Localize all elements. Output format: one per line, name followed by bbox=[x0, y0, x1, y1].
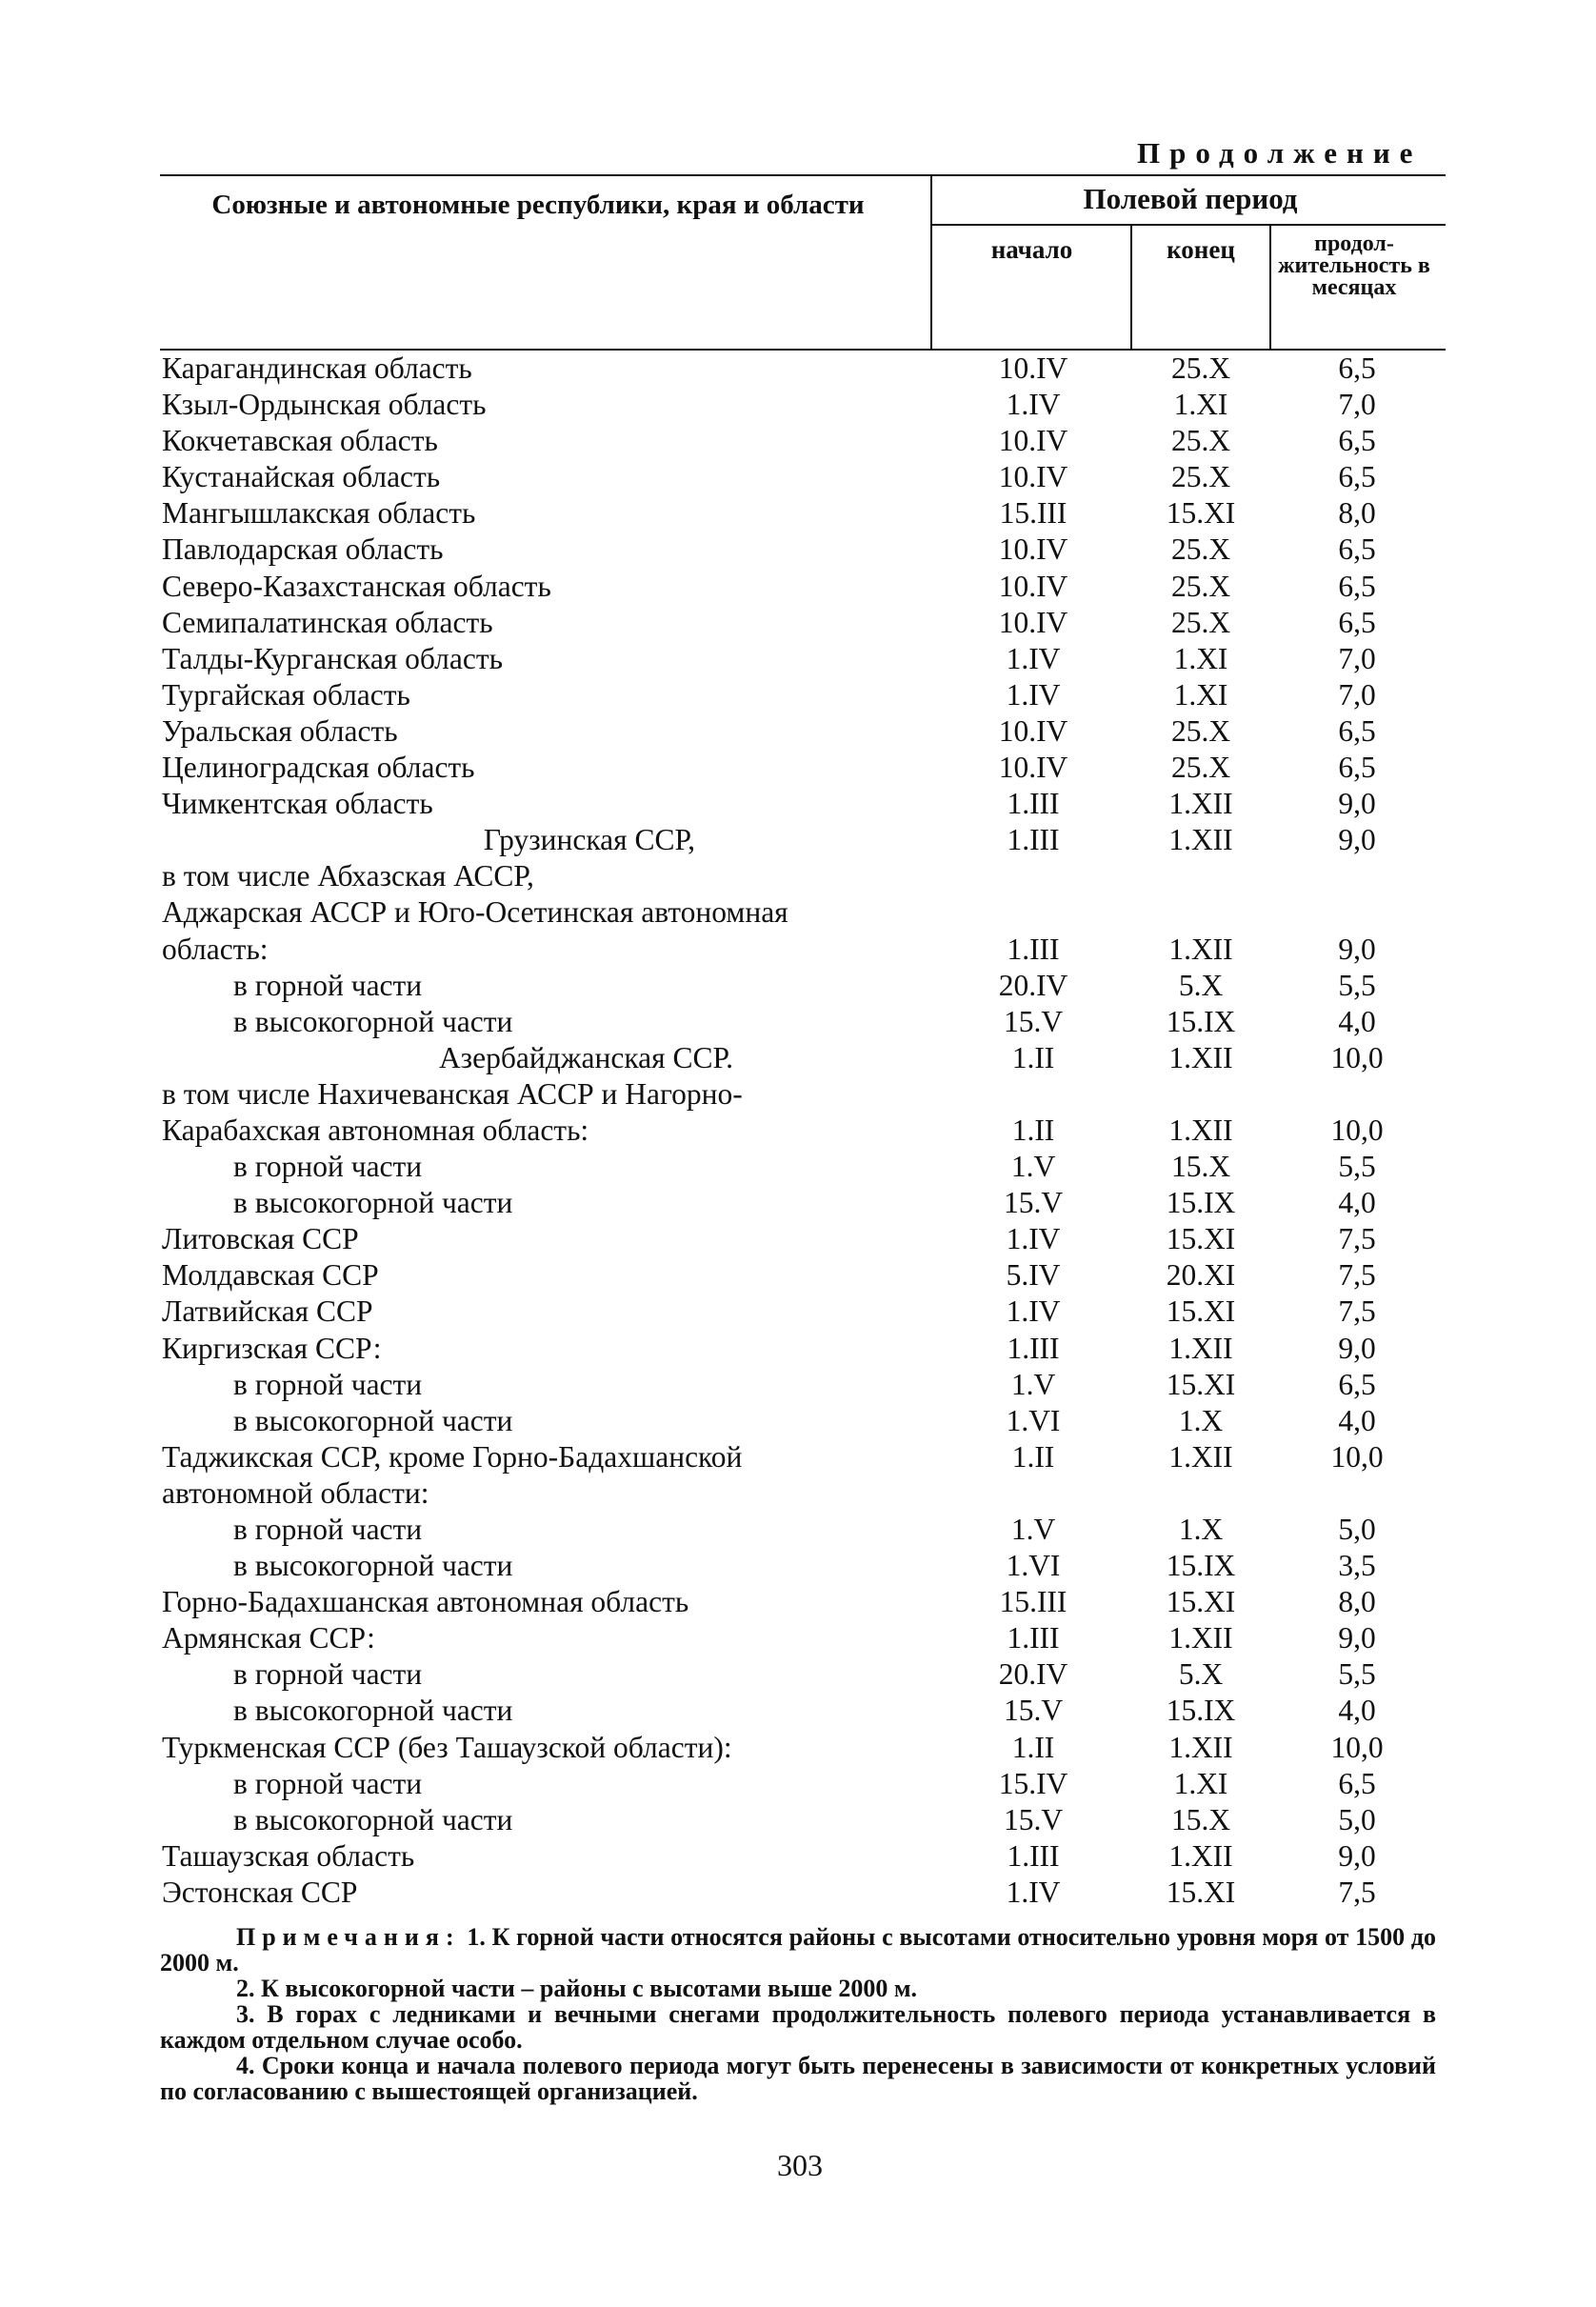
duration-months: 6,5 bbox=[1338, 351, 1376, 385]
region-label: Армянская ССР: bbox=[162, 1621, 375, 1655]
start-date: 1.IV bbox=[1006, 1875, 1061, 1909]
region-label: Азербайджанская ССР. bbox=[438, 1040, 733, 1074]
region-label: в высокогорной части bbox=[233, 1403, 513, 1437]
start-date: 1.II bbox=[1011, 1113, 1055, 1147]
region-label: Латвийская ССР bbox=[162, 1294, 373, 1329]
region-label: Горно-Бадахшанская автономная область bbox=[162, 1585, 689, 1619]
end-date: 1.XI bbox=[1173, 388, 1228, 422]
table-row bbox=[0, 1403, 1596, 1439]
table-top-rule bbox=[160, 174, 1446, 176]
end-date: 1.XI bbox=[1173, 1766, 1228, 1800]
duration-months: 4,0 bbox=[1338, 1694, 1376, 1728]
duration-months: 9,0 bbox=[1338, 787, 1376, 821]
start-date: 1.III bbox=[1007, 1331, 1060, 1365]
region-label: в горной части bbox=[233, 1513, 423, 1546]
region-label: Семипалатинская область bbox=[162, 605, 493, 639]
table-row bbox=[0, 894, 1596, 931]
end-date: 15.IX bbox=[1166, 1549, 1236, 1583]
end-date: 25.X bbox=[1170, 605, 1231, 639]
table-row bbox=[0, 968, 1596, 1004]
duration-months: 7,5 bbox=[1338, 1294, 1376, 1329]
table-row bbox=[0, 1693, 1596, 1729]
end-date: 1.X bbox=[1178, 1513, 1224, 1546]
table-body bbox=[0, 351, 1596, 1911]
region-label: в том числе Нахичеванская АССР и Нагорно- bbox=[162, 1076, 743, 1111]
duration-months: 9,0 bbox=[1338, 1331, 1376, 1365]
end-date: 25.X bbox=[1170, 424, 1231, 458]
region-label: Карабахская автономная область: bbox=[162, 1113, 589, 1147]
duration-months: 9,0 bbox=[1338, 932, 1376, 966]
duration-months: 6,5 bbox=[1338, 569, 1376, 603]
start-date: 5.IV bbox=[1006, 1258, 1061, 1293]
table-row bbox=[0, 1838, 1596, 1875]
duration-months: 7,0 bbox=[1338, 388, 1376, 422]
column-divider-1 bbox=[930, 174, 932, 351]
table-row bbox=[0, 1512, 1596, 1548]
duration-months: 10,0 bbox=[1330, 1040, 1384, 1074]
duration-months: 6,5 bbox=[1338, 1367, 1376, 1401]
end-date: 1.XI bbox=[1173, 641, 1228, 675]
start-date: 1.II bbox=[1011, 1730, 1055, 1764]
end-date: 1.XII bbox=[1168, 1838, 1233, 1873]
table-row bbox=[0, 1475, 1596, 1512]
start-date: 10.IV bbox=[998, 605, 1068, 639]
start-date: 15.III bbox=[999, 1585, 1067, 1619]
page-number: 303 bbox=[777, 2148, 823, 2182]
region-label: в высокогорной части bbox=[233, 1549, 513, 1583]
region-label: Кокчетавская область bbox=[162, 424, 438, 458]
duration-months: 4,0 bbox=[1338, 1403, 1376, 1437]
table-row bbox=[0, 1257, 1596, 1294]
table-row bbox=[0, 1656, 1596, 1693]
end-date: 15.XI bbox=[1166, 1367, 1236, 1401]
region-label: Тургайская область bbox=[162, 677, 410, 712]
region-label: в горной части bbox=[233, 1766, 423, 1800]
table-row bbox=[0, 1730, 1596, 1766]
region-label: Северо-Казахстанская область bbox=[162, 569, 551, 603]
continuation-label: Продолжение bbox=[1137, 136, 1423, 170]
start-date: 10.IV bbox=[998, 424, 1068, 458]
end-date: 15.XI bbox=[1166, 1294, 1236, 1329]
duration-months: 5,5 bbox=[1338, 1150, 1376, 1184]
table-row bbox=[0, 1548, 1596, 1584]
table-row bbox=[0, 1802, 1596, 1838]
start-date: 1.III bbox=[1007, 787, 1060, 821]
start-date: 1.II bbox=[1011, 1439, 1055, 1474]
duration-months: 5,5 bbox=[1338, 1657, 1376, 1692]
region-label: Аджарская АССР и Юго-Осетинская автономная bbox=[162, 895, 788, 930]
region-label: Целиноградская область bbox=[162, 751, 475, 785]
duration-months: 6,5 bbox=[1338, 605, 1376, 639]
duration-months: 5,0 bbox=[1338, 1513, 1376, 1546]
start-date: 10.IV bbox=[998, 532, 1068, 567]
duration-months: 4,0 bbox=[1338, 1004, 1376, 1038]
duration-months: 6,5 bbox=[1338, 424, 1376, 458]
end-date: 1.XII bbox=[1168, 1439, 1233, 1474]
duration-months: 6,5 bbox=[1338, 532, 1376, 567]
table-row bbox=[0, 605, 1596, 641]
end-date: 15.X bbox=[1170, 1150, 1231, 1184]
start-date: 15.V bbox=[1003, 1694, 1064, 1728]
header-duration: продол-жительность в месяцах bbox=[1278, 231, 1430, 300]
start-date: 1.V bbox=[1010, 1513, 1056, 1546]
region-label: Литовская ССР bbox=[162, 1222, 359, 1256]
end-date: 1.XII bbox=[1168, 1730, 1233, 1764]
region-label: Павлодарская область bbox=[162, 532, 444, 567]
region-label: в высокогорной части bbox=[233, 1802, 513, 1836]
duration-months: 9,0 bbox=[1338, 1621, 1376, 1655]
start-date: 1.III bbox=[1007, 1621, 1060, 1655]
region-label: Талды-Курганская область bbox=[162, 641, 503, 675]
region-label: в горной части bbox=[233, 968, 423, 1002]
duration-months: 6,5 bbox=[1338, 1766, 1376, 1800]
start-date: 1.IV bbox=[1006, 1222, 1061, 1256]
start-date: 1.II bbox=[1011, 1040, 1055, 1074]
table-row bbox=[0, 495, 1596, 532]
duration-months: 10,0 bbox=[1330, 1113, 1384, 1147]
region-label: Чимкентская область bbox=[162, 787, 433, 821]
table-row bbox=[0, 423, 1596, 459]
table-row bbox=[0, 569, 1596, 605]
table-row bbox=[0, 351, 1596, 387]
table-row bbox=[0, 532, 1596, 568]
note-4: 4. Сроки конца и начала полевого периода могут быть перенесены в зависимости от конкретных условий по согласованию с вышестоящей организацией. bbox=[160, 2052, 1436, 2105]
table-row bbox=[0, 1185, 1596, 1221]
region-label: в горной части bbox=[233, 1367, 423, 1401]
duration-months: 6,5 bbox=[1338, 460, 1376, 494]
start-date: 1.III bbox=[1007, 823, 1060, 857]
start-date: 1.VI bbox=[1006, 1403, 1061, 1437]
start-date: 1.VI bbox=[1006, 1549, 1061, 1583]
end-date: 15.XI bbox=[1166, 496, 1236, 531]
region-label: в высокогорной части bbox=[233, 1694, 513, 1728]
duration-months: 8,0 bbox=[1338, 496, 1376, 531]
end-date: 1.XII bbox=[1168, 932, 1233, 966]
end-date: 1.XII bbox=[1168, 1113, 1233, 1147]
region-label: Таджикская ССР, кроме Горно-Бадахшанской bbox=[162, 1439, 743, 1474]
duration-months: 10,0 bbox=[1330, 1730, 1384, 1764]
region-label: в высокогорной части bbox=[233, 1004, 513, 1038]
table-row bbox=[0, 858, 1596, 894]
table-row bbox=[0, 1620, 1596, 1656]
table-row bbox=[0, 1040, 1596, 1076]
end-date: 25.X bbox=[1170, 751, 1231, 785]
region-label: Эстонская ССР bbox=[162, 1875, 358, 1909]
start-date: 1.V bbox=[1010, 1150, 1056, 1184]
note-2: 2. К высокогорной части – районы с высотами выше 2000 м. bbox=[236, 1975, 918, 2002]
duration-months: 9,0 bbox=[1338, 1838, 1376, 1873]
end-date: 15.XI bbox=[1166, 1875, 1236, 1909]
region-label: Киргизская ССР: bbox=[162, 1331, 382, 1365]
table-row bbox=[0, 1294, 1596, 1330]
end-date: 20.XI bbox=[1166, 1258, 1236, 1293]
duration-months: 7,5 bbox=[1338, 1258, 1376, 1293]
table-row bbox=[0, 1004, 1596, 1040]
end-date: 1.XII bbox=[1168, 1040, 1233, 1074]
region-label: Туркменская ССР (без Ташаузской области): bbox=[162, 1730, 732, 1764]
duration-months: 3,5 bbox=[1338, 1549, 1376, 1583]
table-row bbox=[0, 1584, 1596, 1620]
notes-prefix: Примечания: bbox=[236, 1923, 461, 1951]
duration-months: 5,0 bbox=[1338, 1802, 1376, 1836]
start-date: 10.IV bbox=[998, 569, 1068, 603]
end-date: 15.X bbox=[1170, 1802, 1231, 1836]
start-date: 1.III bbox=[1007, 1838, 1060, 1873]
table-row bbox=[0, 713, 1596, 750]
notes bbox=[160, 1924, 1436, 2104]
note-1: 1. К горной части относятся районы с высотами относительно уровня моря от 1500 до 2000 м. bbox=[160, 1923, 1437, 1976]
end-date: 15.XI bbox=[1166, 1222, 1236, 1256]
start-date: 15.V bbox=[1003, 1186, 1064, 1220]
end-date: 1.XII bbox=[1168, 1331, 1233, 1365]
start-date: 15.V bbox=[1003, 1004, 1064, 1038]
field-period-rule bbox=[931, 224, 1446, 226]
duration-months: 7,5 bbox=[1338, 1875, 1376, 1909]
start-date: 10.IV bbox=[998, 351, 1068, 385]
region-label: автономной области: bbox=[162, 1475, 429, 1510]
start-date: 1.IV bbox=[1006, 641, 1061, 675]
table-row bbox=[0, 641, 1596, 677]
end-date: 1.X bbox=[1178, 1403, 1224, 1437]
duration-months: 7,0 bbox=[1338, 677, 1376, 712]
region-label: в высокогорной части bbox=[233, 1186, 513, 1220]
region-label: в горной части bbox=[233, 1657, 423, 1692]
start-date: 1.IV bbox=[1006, 1294, 1061, 1329]
region-label: Мангышлакская область bbox=[162, 496, 476, 531]
duration-months: 8,0 bbox=[1338, 1585, 1376, 1619]
table-row bbox=[0, 1367, 1596, 1403]
end-date: 1.XII bbox=[1168, 823, 1233, 857]
start-date: 10.IV bbox=[998, 713, 1068, 748]
region-label: Ташаузская область bbox=[162, 1838, 415, 1873]
duration-months: 10,0 bbox=[1330, 1439, 1384, 1474]
table-row bbox=[0, 459, 1596, 495]
end-date: 15.IX bbox=[1166, 1186, 1236, 1220]
duration-months: 7,5 bbox=[1338, 1222, 1376, 1256]
region-label: Уральская область bbox=[162, 713, 398, 748]
duration-months: 6,5 bbox=[1338, 713, 1376, 748]
table-row bbox=[0, 1221, 1596, 1257]
end-date: 15.XI bbox=[1166, 1585, 1236, 1619]
region-label: Кустанайская область bbox=[162, 460, 441, 494]
start-date: 20.IV bbox=[998, 1657, 1068, 1692]
end-date: 1.XII bbox=[1168, 787, 1233, 821]
duration-months: 5,5 bbox=[1338, 968, 1376, 1002]
start-date: 10.IV bbox=[998, 460, 1068, 494]
duration-months: 9,0 bbox=[1338, 823, 1376, 857]
start-date: 15.IV bbox=[998, 1766, 1068, 1800]
end-date: 25.X bbox=[1170, 460, 1231, 494]
header-end: конец bbox=[1167, 235, 1235, 264]
header-start: начало bbox=[990, 235, 1073, 264]
table-row bbox=[0, 1766, 1596, 1802]
table-row bbox=[0, 1439, 1596, 1475]
table-row bbox=[0, 1331, 1596, 1367]
table-row bbox=[0, 387, 1596, 423]
table-row bbox=[0, 750, 1596, 786]
note-3: 3. В горах с ледниками и вечными снегами продолжительность полевого периода устанавливается в каждом отдельном случае особо. bbox=[160, 2000, 1436, 2054]
header-field-period: Полевой период bbox=[1083, 182, 1298, 215]
region-label: в том числе Абхазская АССР, bbox=[162, 859, 534, 893]
start-date: 1.V bbox=[1010, 1367, 1056, 1401]
region-label: Молдавская ССР bbox=[162, 1258, 379, 1293]
end-date: 15.IX bbox=[1166, 1004, 1236, 1038]
table-row bbox=[0, 1875, 1596, 1911]
table-row bbox=[0, 1149, 1596, 1185]
duration-months: 4,0 bbox=[1338, 1186, 1376, 1220]
table-row bbox=[0, 1113, 1596, 1149]
start-date: 1.III bbox=[1007, 932, 1060, 966]
start-date: 15.III bbox=[999, 496, 1067, 531]
table-row bbox=[0, 1076, 1596, 1113]
region-label: область: bbox=[162, 932, 269, 966]
start-date: 1.IV bbox=[1006, 388, 1061, 422]
header-republics: Союзные и автономные республики, края и области bbox=[211, 190, 865, 220]
start-date: 10.IV bbox=[998, 751, 1068, 785]
region-label: Грузинская ССР, bbox=[483, 823, 695, 857]
end-date: 25.X bbox=[1170, 532, 1231, 567]
end-date: 25.X bbox=[1170, 351, 1231, 385]
region-label: в горной части bbox=[233, 1150, 423, 1184]
region-label: Кзыл-Ордынская область bbox=[162, 388, 487, 422]
end-date: 5.X bbox=[1178, 1657, 1224, 1692]
duration-months: 6,5 bbox=[1338, 751, 1376, 785]
table-row bbox=[0, 677, 1596, 713]
end-date: 15.IX bbox=[1166, 1694, 1236, 1728]
start-date: 15.V bbox=[1003, 1802, 1064, 1836]
duration-months: 7,0 bbox=[1338, 641, 1376, 675]
start-date: 1.IV bbox=[1006, 677, 1061, 712]
table-row bbox=[0, 822, 1596, 858]
end-date: 25.X bbox=[1170, 713, 1231, 748]
end-date: 5.X bbox=[1178, 968, 1224, 1002]
end-date: 25.X bbox=[1170, 569, 1231, 603]
start-date: 20.IV bbox=[998, 968, 1068, 1002]
table-row bbox=[0, 786, 1596, 822]
end-date: 1.XII bbox=[1168, 1621, 1233, 1655]
region-label: Карагандинская область bbox=[162, 351, 472, 385]
end-date: 1.XI bbox=[1173, 677, 1228, 712]
table-row bbox=[0, 932, 1596, 968]
